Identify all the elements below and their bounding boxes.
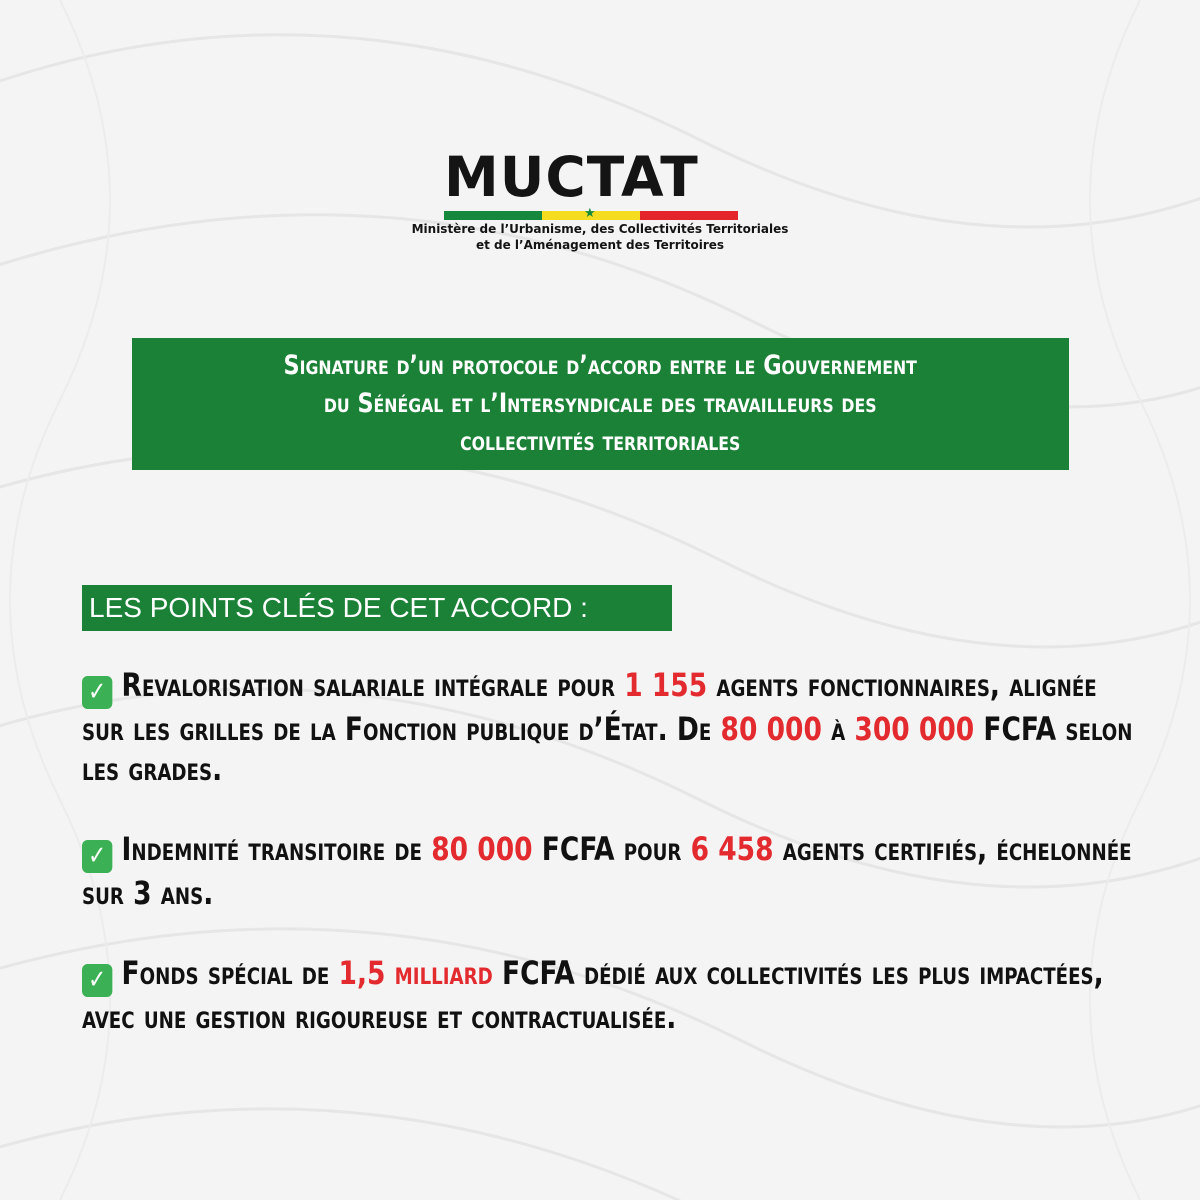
highlight-number: 80 000 (431, 830, 533, 868)
check-mark-icon: ✓ (82, 676, 112, 709)
point-text: à (821, 710, 855, 748)
point-text: Fonds spécial de (121, 954, 339, 992)
key-point-2 (82, 829, 1140, 913)
headline-text (284, 347, 917, 461)
highlight-number: 1 155 (624, 666, 708, 704)
key-points-list (82, 665, 1142, 1077)
point-text: Indemnité transitoire de (121, 830, 432, 868)
flag-green-stripe (444, 211, 542, 220)
headline-line-2: du Sénégal et l’Intersyndicale des travailleurs des (324, 388, 877, 419)
ministry-logo (440, 145, 740, 221)
point-text: FCFA dédié aux collectivités les plus impactées, avec une gestion rigoureuse et contractualisée. (82, 954, 1104, 1036)
point-text: FCFA pour (532, 830, 691, 868)
ministry-line-2: et de l’Aménagement des Territoires (475, 238, 725, 252)
highlight-number: 300 000 (854, 710, 975, 748)
flag-red-stripe (640, 211, 738, 220)
point-text: FCFA selon les grades. (82, 710, 1133, 788)
check-mark-icon: ✓ (82, 840, 112, 873)
highlight-number: 6 458 (690, 830, 774, 868)
ministry-line-1: Ministère de l’Urbanisme, des Collectivités Territoriales (411, 222, 789, 236)
point-text: agents fonctionnaires, alignée sur les grilles de la Fonction publique d’État. De (82, 666, 1097, 748)
key-point-3 (82, 953, 1140, 1037)
highlight-number: 80 000 (720, 710, 822, 748)
ministry-name (380, 221, 820, 253)
star-icon: ★ (584, 206, 596, 221)
check-mark-icon: ✓ (82, 964, 112, 997)
point-text: agents certifiés, échelonnée sur 3 ans. (82, 830, 1132, 912)
point-text: Revalorisation salariale intégrale pour (121, 666, 625, 704)
headline-line-1: Signature d’un protocole d’accord entre le Gouvernement (283, 350, 918, 381)
headline-box (132, 338, 1069, 470)
logo-title: MUCTAT (444, 145, 699, 209)
flag-bar (444, 206, 738, 221)
key-point-1 (82, 665, 1140, 789)
headline-line-3: collectivités territoriales (460, 426, 741, 457)
section-label: LES POINTS CLÉS DE CET ACCORD : (82, 585, 672, 631)
highlight-number: 1,5 milliard (338, 954, 493, 992)
